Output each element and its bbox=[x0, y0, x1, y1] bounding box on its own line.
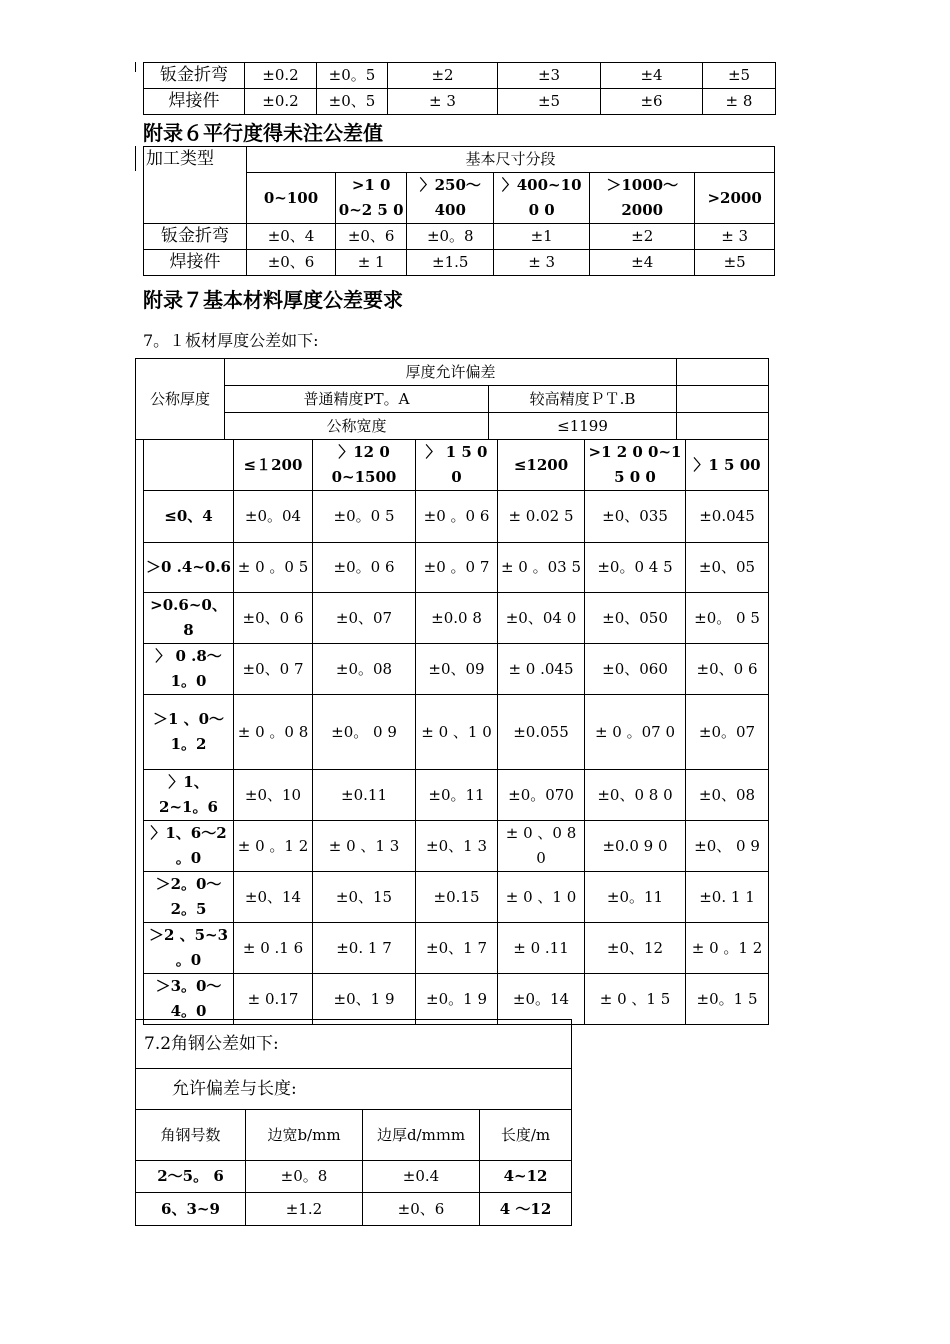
table-row bbox=[144, 89, 776, 115]
table-cell: ±0。070 bbox=[498, 770, 585, 821]
section6-title: 附录６平行度得未注公差值 bbox=[143, 121, 383, 145]
table-cell: ±0.045 bbox=[686, 491, 769, 543]
table-row bbox=[144, 770, 769, 821]
width-col-header: 〉1 5 00 bbox=[686, 440, 769, 491]
table-cell: ±0、15 bbox=[313, 872, 416, 923]
thickness-range: 〉 0 .8～1。0 bbox=[144, 644, 234, 695]
table-cell: ±0、060 bbox=[585, 644, 686, 695]
table-cell: ±0。1 5 bbox=[686, 974, 769, 1025]
parallelism-table bbox=[143, 146, 775, 276]
table-cell: ±0.4 bbox=[363, 1161, 480, 1193]
top-tolerance-table bbox=[143, 62, 776, 115]
table-header-row bbox=[144, 147, 775, 173]
table-cell: ± 0 、0 8 0 bbox=[498, 821, 585, 872]
table-cell: ± 0.17 bbox=[234, 974, 313, 1025]
table-cell: ±0。14 bbox=[498, 974, 585, 1025]
nominal-thickness-header: 公称厚度 bbox=[136, 359, 225, 440]
table-cell: ±0。11 bbox=[585, 872, 686, 923]
table-cell: ±0、1 3 bbox=[416, 821, 498, 872]
thickness-range: ＞3。0～4。0 bbox=[144, 974, 234, 1025]
size-header: 基本尺寸分段 bbox=[247, 147, 775, 173]
table-cell: ±0。5 bbox=[317, 63, 388, 89]
section7-title: 附录７基本材料厚度公差要求 bbox=[143, 288, 403, 312]
thickness-range: 〉1、2~1。6 bbox=[144, 770, 234, 821]
table-cell: 4 ～12 bbox=[480, 1193, 572, 1226]
table-row bbox=[144, 974, 769, 1025]
range-header: 〉250～400 bbox=[407, 173, 494, 224]
thickness-range: ＞1 、0～1。2 bbox=[144, 695, 234, 770]
table-cell: ±0、050 bbox=[585, 593, 686, 644]
table-cell: ±0.055 bbox=[498, 695, 585, 770]
table-header-row bbox=[144, 173, 775, 224]
empty-cell bbox=[144, 440, 234, 491]
left-margin-line bbox=[135, 62, 136, 72]
table-cell: ±0。0 4 5 bbox=[585, 543, 686, 593]
table-cell: ±0。0 6 bbox=[313, 543, 416, 593]
thickness-range: ＞0 .4~0.6 bbox=[144, 543, 234, 593]
table-cell: ±0、14 bbox=[234, 872, 313, 923]
range-header: 〉400~10 0 0 bbox=[494, 173, 590, 224]
table-cell: ± 0 。0 5 bbox=[234, 543, 313, 593]
table-cell: ±6 bbox=[601, 89, 703, 115]
table-row bbox=[144, 593, 769, 644]
normal-precision-header: 普通精度PT。A bbox=[225, 386, 489, 413]
range-header: >2000 bbox=[695, 173, 775, 224]
table-cell: ±0.2 bbox=[245, 63, 317, 89]
table-cell: ±0、035 bbox=[585, 491, 686, 543]
table-cell: ±4 bbox=[601, 63, 703, 89]
table-cell: ±1.2 bbox=[246, 1193, 363, 1226]
thickness-range: ≤0、4 bbox=[144, 491, 234, 543]
table-cell: ± 3 bbox=[494, 250, 590, 276]
empty-cell bbox=[677, 386, 769, 413]
table-cell: ± 0 、1 3 bbox=[313, 821, 416, 872]
table-cell: 焊接件 bbox=[144, 250, 247, 276]
range-header: ＞1000～2000 bbox=[590, 173, 695, 224]
width-col-header: >1 2 0 0~1 5 0 0 bbox=[585, 440, 686, 491]
allowed-deviation-header: 厚度允许偏差 bbox=[225, 359, 677, 386]
table-cell: ±0、08 bbox=[686, 770, 769, 821]
table-cell: ±0、6 bbox=[363, 1193, 480, 1226]
table-cell: ± 3 bbox=[695, 224, 775, 250]
width-le-header: ≤1199 bbox=[489, 413, 677, 440]
table-cell: ± 0 、1 5 bbox=[585, 974, 686, 1025]
table-cell: ±0、05 bbox=[686, 543, 769, 593]
table-cell: ± 0 .1 6 bbox=[234, 923, 313, 974]
table-cell: 6、3~9 bbox=[136, 1193, 246, 1226]
table-cell: ± 0 .045 bbox=[498, 644, 585, 695]
range-header: >1 0 0~2 5 0 bbox=[335, 173, 406, 224]
table-cell: ±5 bbox=[703, 63, 776, 89]
table-row bbox=[144, 543, 769, 593]
table-row bbox=[144, 821, 769, 872]
width-col-header: 〉 1 5 0 0 bbox=[416, 440, 498, 491]
table-cell: ±0。8 bbox=[407, 224, 494, 250]
table-cell: ±1.5 bbox=[407, 250, 494, 276]
table-cell: ±5 bbox=[498, 89, 601, 115]
table-cell: ±0、09 bbox=[416, 644, 498, 695]
table-header-row bbox=[136, 1110, 572, 1161]
table-cell: ±0、0 8 0 bbox=[585, 770, 686, 821]
nominal-width-header: 公称宽度 bbox=[225, 413, 489, 440]
table-cell: ± 0 、1 0 bbox=[498, 872, 585, 923]
table-cell: ±0、0 6 bbox=[234, 593, 313, 644]
table-cell: ±0。04 bbox=[234, 491, 313, 543]
table-cell: ±0。07 bbox=[686, 695, 769, 770]
width-col-header: ≤1200 bbox=[498, 440, 585, 491]
table-cell: ±3 bbox=[498, 63, 601, 89]
table-row bbox=[136, 1161, 572, 1193]
table-cell: ±0. 1 1 bbox=[686, 872, 769, 923]
table-cell: ±0.2 bbox=[245, 89, 317, 115]
table-header-row bbox=[144, 440, 769, 491]
table-cell: ± 0 、1 0 bbox=[416, 695, 498, 770]
table-cell: ±0、5 bbox=[317, 89, 388, 115]
table-row bbox=[144, 644, 769, 695]
table-cell: ±0、07 bbox=[313, 593, 416, 644]
table-cell: ±0。 0 5 bbox=[686, 593, 769, 644]
table-row bbox=[144, 872, 769, 923]
table-cell: ±0。8 bbox=[246, 1161, 363, 1193]
table-cell: ±0、10 bbox=[234, 770, 313, 821]
table-cell: ±0、12 bbox=[585, 923, 686, 974]
table-cell: ±0。 0 9 bbox=[313, 695, 416, 770]
angle-header: 角钢号数 bbox=[136, 1110, 246, 1161]
table-row bbox=[136, 1193, 572, 1226]
table-cell: 钣金折弯 bbox=[144, 63, 245, 89]
empty-cell bbox=[144, 173, 247, 224]
thickness-range: >0.6~0、8 bbox=[144, 593, 234, 644]
table-cell: ±2 bbox=[388, 63, 498, 89]
table-row bbox=[144, 695, 769, 770]
angle-header: 长度/m bbox=[480, 1110, 572, 1161]
section7-1-label: 7。１板材厚度公差如下: bbox=[143, 331, 319, 350]
table-cell: ± 0 .11 bbox=[498, 923, 585, 974]
angle-header: 边厚d/mｍm bbox=[363, 1110, 480, 1161]
table-cell: ±0、1 7 bbox=[416, 923, 498, 974]
width-col-header: 〉12 0 0~1500 bbox=[313, 440, 416, 491]
table-cell: ±0、4 bbox=[247, 224, 336, 250]
table-cell: ± 0 。1 2 bbox=[234, 821, 313, 872]
table-cell: ±0、04 0 bbox=[498, 593, 585, 644]
table-cell: ±0.11 bbox=[313, 770, 416, 821]
table-row bbox=[144, 224, 775, 250]
left-margin-line bbox=[135, 146, 136, 171]
table-row bbox=[144, 491, 769, 543]
angle-header: 边宽b/mm bbox=[246, 1110, 363, 1161]
table-cell: 2～5。 6 bbox=[136, 1161, 246, 1193]
table-cell: ±0.0 9 0 bbox=[585, 821, 686, 872]
thickness-range: ＞2 、5~3 。0 bbox=[144, 923, 234, 974]
left-margin-line bbox=[135, 439, 136, 1019]
table-cell: ±0. 1 7 bbox=[313, 923, 416, 974]
table-cell: ±0.15 bbox=[416, 872, 498, 923]
table-row bbox=[144, 250, 775, 276]
table-cell: ±2 bbox=[590, 224, 695, 250]
table-cell: ±0、1 9 bbox=[313, 974, 416, 1025]
empty-cell bbox=[677, 413, 769, 440]
width-col-header: ≤１200 bbox=[234, 440, 313, 491]
table-cell: 钣金折弯 bbox=[144, 224, 247, 250]
table-cell: ±0。08 bbox=[313, 644, 416, 695]
table-cell: ± 0 。03 5 bbox=[498, 543, 585, 593]
section7-2-label: 7.2角钢公差如下: bbox=[136, 1020, 572, 1069]
high-precision-header: 较高精度ＰＴ.B bbox=[489, 386, 677, 413]
table-cell: ±4 bbox=[590, 250, 695, 276]
table-cell: ±0。1 9 bbox=[416, 974, 498, 1025]
table-cell: ± 1 bbox=[335, 250, 406, 276]
table-row bbox=[144, 63, 776, 89]
table-cell: ±0、0 7 bbox=[234, 644, 313, 695]
angle-subtitle: 允许偏差与长度: bbox=[136, 1069, 572, 1110]
table-cell: ± 0 。07 0 bbox=[585, 695, 686, 770]
table-cell: ±0.0 8 bbox=[416, 593, 498, 644]
table-cell: ± 3 bbox=[388, 89, 498, 115]
thickness-range: 〉1、6～2 。0 bbox=[144, 821, 234, 872]
table-cell: 4~12 bbox=[480, 1161, 572, 1193]
table-cell: ±0、0 6 bbox=[686, 644, 769, 695]
table-cell: ±0、 0 9 bbox=[686, 821, 769, 872]
table-cell: ± 0 。0 8 bbox=[234, 695, 313, 770]
table-cell: 焊接件 bbox=[144, 89, 245, 115]
empty-cell bbox=[677, 359, 769, 386]
table-cell: ±0。0 5 bbox=[313, 491, 416, 543]
table-cell: ±0、6 bbox=[335, 224, 406, 250]
table-cell: ±1 bbox=[494, 224, 590, 250]
range-header: 0~100 bbox=[247, 173, 336, 224]
table-cell: ± 0.02 5 bbox=[498, 491, 585, 543]
thickness-range: ＞2。0～2。5 bbox=[144, 872, 234, 923]
table-cell: ± 8 bbox=[703, 89, 776, 115]
thickness-tolerance-table bbox=[143, 439, 769, 1025]
table-row bbox=[144, 923, 769, 974]
table-cell: ±5 bbox=[695, 250, 775, 276]
type-header: 加工类型 bbox=[144, 147, 247, 173]
table-cell: ±0。11 bbox=[416, 770, 498, 821]
angle-steel-table bbox=[135, 1019, 572, 1226]
table-cell: ±0、6 bbox=[247, 250, 336, 276]
thickness-header-table bbox=[135, 358, 769, 440]
table-cell: ± 0 。1 2 bbox=[686, 923, 769, 974]
table-cell: ±0 。0 7 bbox=[416, 543, 498, 593]
table-cell: ±0 。0 6 bbox=[416, 491, 498, 543]
